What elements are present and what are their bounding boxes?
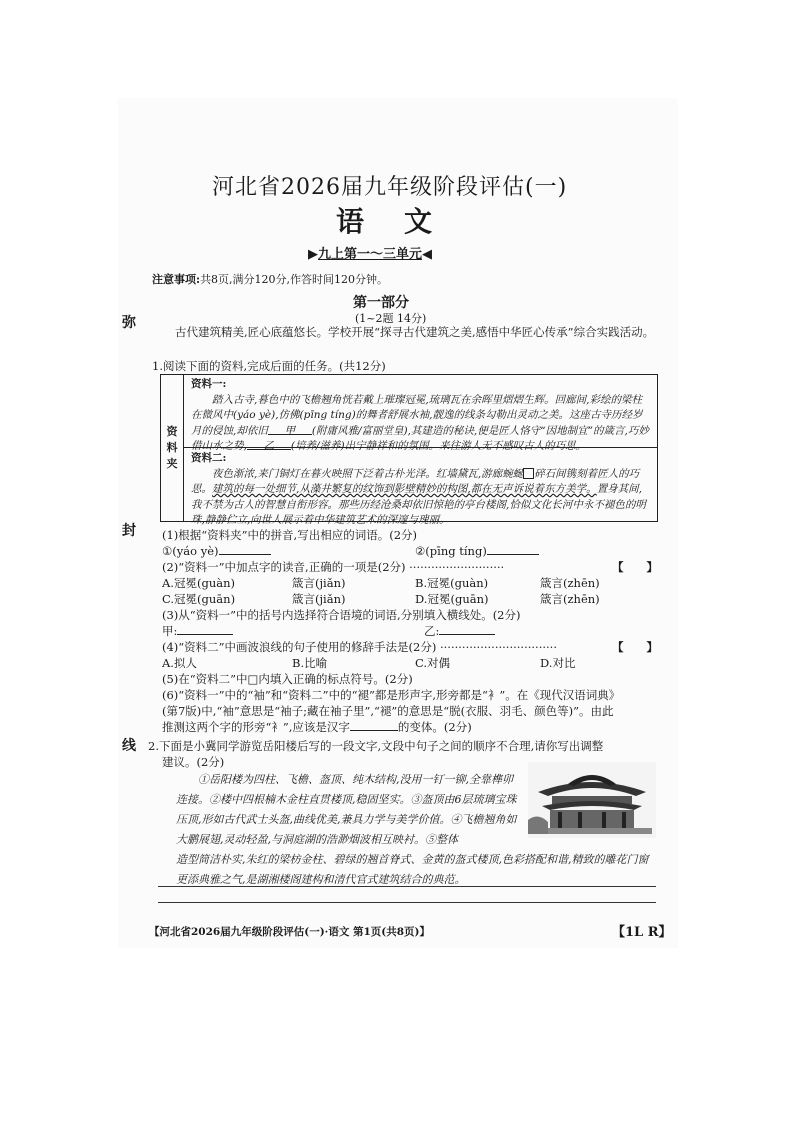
intro-text: 古代建筑精美,匠心底蕴悠长。学校开展“探寻古代建筑之美,感悟中华匠心传承”综合实践活动。 bbox=[175, 325, 655, 339]
exam-title: 河北省2026届九年级阶段评估(一) bbox=[212, 175, 568, 200]
sub3-yi-label: 乙: bbox=[424, 624, 440, 638]
option-word-1: 冠冕(guān) bbox=[174, 592, 236, 606]
blank-yi-label: 乙 bbox=[263, 440, 275, 452]
sub4-option-c: C.对偶 bbox=[415, 656, 451, 670]
folder-label-char: 资 bbox=[166, 425, 178, 438]
material-1-text-c: (培养/滋养)出宁静祥和的氛围。来往游人无不感叹古人的巧思。 bbox=[290, 440, 587, 452]
page-footer: 【河北省2026届九年级阶段评估(一)·语文 第1页(共8页)】 bbox=[149, 926, 431, 938]
q2-passage-text-a: ①岳阳楼为四柱、飞檐、盔顶、纯木结构,没用一钉一铆,全靠榫卯连接。②楼中四根楠木金柱直贯楼顶,稳固坚实。③盔顶由6层琉璃宝珠压顶,形如古代武士头盔,曲线优美,兼具力学与美学价值。④飞檐翘角如大鹏展翅,灵动轻盈,与洞庭湖的浩渺烟波相互映衬。⑤整体 bbox=[176, 773, 517, 846]
sub3-jia bbox=[162, 623, 233, 639]
wavy-sentence: 建筑的每一处细节,从藻井繁复的纹饰到影壁精妙的构图,都在无声诉说着东方美学。 bbox=[212, 483, 597, 495]
material-folder bbox=[160, 374, 658, 526]
option-word-1: 冠冕(guān) bbox=[427, 592, 489, 606]
sub4-option-b: B.比喻 bbox=[292, 656, 328, 670]
option-word-1: 冠冕(guàn) bbox=[427, 576, 489, 590]
sub2-option-d-w2: 箴言(zhēn) bbox=[540, 592, 600, 606]
folder-label-char: 夹 bbox=[166, 457, 178, 470]
answer-line[interactable] bbox=[158, 902, 656, 903]
sub6-line-2: (第7版)中,“袖”意思是“袖子;藏在袖子里”,“褪”的意思是“脱(衣服、羽毛、颜色等)”。由此 bbox=[162, 704, 614, 718]
option-letter: D. bbox=[415, 592, 428, 606]
sub4-option-a: A.拟人 bbox=[162, 656, 197, 670]
sub3-jia-label: 甲: bbox=[162, 624, 178, 638]
option-word-1: 冠冕(guàn) bbox=[173, 576, 235, 590]
sub2-option-b-w2: 箴言(zhēn) bbox=[540, 576, 600, 590]
sub2-stem: (2)“资料一”中加点字的读音,正确的一项是(2分) ·························· bbox=[162, 560, 505, 574]
material-2-text-b: 碎石间镌刻着匠人的巧思。 bbox=[191, 467, 640, 495]
sub2-text: (2)“资料一”中加点字的读音,正确的一项是(2分) bbox=[162, 560, 406, 574]
option-letter: B. bbox=[415, 576, 428, 590]
sub4-text: (4)“资料二”中画波浪线的句子使用的修辞手法是(2分) bbox=[162, 640, 437, 654]
answer-line[interactable] bbox=[158, 886, 656, 887]
question-1-stem: 1.阅读下面的资料,完成后面的任务。(共12分) bbox=[152, 359, 386, 373]
material-2 bbox=[191, 451, 649, 529]
option-letter: A. bbox=[162, 576, 174, 590]
unit-text: 九上第一～三单元 bbox=[318, 247, 423, 262]
seal-mark-1: 弥 bbox=[122, 315, 136, 331]
sub1-stem: (1)根据“资料夹”中的拼音,写出相应的词语。(2分) bbox=[162, 528, 417, 542]
answer-bracket[interactable]: 【 】 bbox=[612, 640, 658, 654]
sub6-line-3 bbox=[162, 719, 472, 735]
answer-blank[interactable] bbox=[177, 623, 233, 635]
notice-text: 共8页,满分120分,作答时间120分钟。 bbox=[200, 273, 389, 286]
sub5-stem: (5)在“资料二”中□内填入正确的标点符号。(2分) bbox=[162, 672, 413, 686]
question-2-stem-2: 建议。(2分) bbox=[162, 755, 225, 769]
sub1-pinyin-a: ①(yáo yè) bbox=[162, 544, 219, 558]
notice bbox=[152, 271, 388, 287]
sub4-option-d: D.对比 bbox=[540, 656, 576, 670]
unit-banner: ▶九上第一～三单元◀ bbox=[308, 247, 433, 262]
sub2-option-c bbox=[162, 591, 235, 607]
blank-yi bbox=[247, 439, 291, 450]
sub3-yi bbox=[424, 623, 495, 639]
sub6-line-1: (6)“资料一”中的“袖”和“资料二”中的“褪”都是形声字,形旁都是“衤”。在《现代汉语词典》 bbox=[162, 688, 621, 702]
answer-bracket[interactable]: 【 】 bbox=[612, 560, 658, 574]
part-title: 第一部分 bbox=[353, 295, 409, 311]
sub6-text-a: 推测这两个字的形旁“衤”,应该是汉字 bbox=[162, 720, 350, 734]
folder-label-char: 料 bbox=[166, 441, 178, 454]
part-range: (1~2题 14分) bbox=[355, 312, 427, 325]
material-1 bbox=[191, 377, 649, 455]
answer-blank[interactable] bbox=[487, 543, 539, 555]
sub2-option-c-w2: 箴言(jiǎn) bbox=[292, 592, 346, 606]
material-1-text-a: 踏入古寺,暮色中的飞檐翘角恍若戴上璀璨冠冕,琉璃瓦在余晖里熠熠生辉。回廊间,彩绘的梁柱在微风中(yáo yè),仿佛(pīng tíng)的舞者舒展水袖,靓逸的线条勾勒出灵动之美。这座古寺历经岁月的侵蚀,却依旧 bbox=[191, 393, 643, 437]
punctuation-box bbox=[523, 468, 534, 479]
material-1-text-b: (附庸风雅/富丽堂皇),其建造的秘诀,便是匠人恪守“因地制宜”的箴言,巧妙借山水之势, bbox=[191, 424, 649, 452]
sub6-text-b: 的变体。(2分) bbox=[397, 720, 472, 734]
folder-label bbox=[161, 375, 184, 521]
q2-passage-a bbox=[176, 770, 522, 850]
sub2-option-a-w2: 箴言(jiǎn) bbox=[292, 576, 346, 590]
seal-mark-3: 线 bbox=[122, 738, 136, 754]
material-2-text-c: 置身其间,我不禁为古人的智慧自衔形容。那些历经沧桑却依旧惊艳的亭台楼阁,恰似文化长河中永不褪色的明珠,静静伫立,向世人展示着中华建筑艺术的深邃与瑰丽。 bbox=[191, 483, 646, 526]
subject-title: 语文 bbox=[336, 205, 473, 238]
yueyang-tower-image bbox=[528, 762, 656, 838]
material-divider bbox=[183, 447, 657, 448]
q2-passage-b: 造型简洁朴实,朱红的梁枋金柱、碧绿的翘首脊式、金黄的盔式楼顶,色彩搭配和谐,精致的雕花门窗更添典雅之气,是湖湘楼阁建构和清代官式建筑结合的典范。 bbox=[176, 853, 649, 886]
sub3-stem: (3)从“资料一”中的括号内选择符合语境的词语,分别填入横线处。(2分) bbox=[162, 608, 521, 622]
blank-jia-label: 甲 bbox=[284, 424, 296, 437]
answer-blank[interactable] bbox=[439, 623, 495, 635]
material-2-head: 资料二: bbox=[191, 452, 227, 464]
sub2-option-d bbox=[415, 591, 488, 607]
sub1-pinyin-b: ②(pīng tíng) bbox=[415, 544, 487, 558]
seal-mark-2: 封 bbox=[122, 523, 136, 539]
sub1-item-b bbox=[415, 543, 539, 558]
blank-jia bbox=[268, 424, 312, 435]
question-2-stem-1: 2.下面是小冀同学游览岳阳楼后写的一段文字,文段中句子之间的顺序不合理,请你写出调整 bbox=[148, 739, 604, 753]
answer-blank[interactable] bbox=[350, 719, 398, 731]
answer-blank[interactable] bbox=[219, 543, 271, 555]
sub1-item-a bbox=[162, 543, 271, 558]
notice-label: 注意事项: bbox=[152, 273, 201, 286]
material-1-head: 资料一: bbox=[191, 378, 227, 390]
intro-paragraph bbox=[152, 324, 662, 341]
option-letter: C. bbox=[162, 592, 175, 606]
sub2-option-a bbox=[162, 575, 235, 591]
sub2-option-b bbox=[415, 575, 488, 591]
paper-code: 【1L R】 bbox=[612, 925, 672, 940]
sub4-stem: (4)“资料二”中画波浪线的句子使用的修辞手法是(2分) ································ bbox=[162, 640, 557, 654]
material-2-text-a: 夜色渐浓,来门铜灯在暮火映照下泛着古朴光泽。红墙黛瓦,游廊蜿蜒 bbox=[212, 467, 524, 480]
